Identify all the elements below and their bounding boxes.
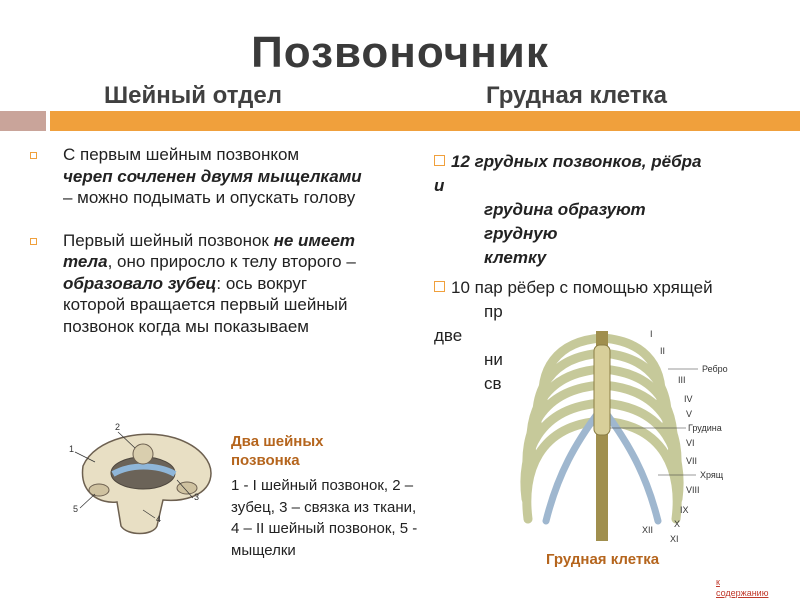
rib-numeral-vii: VII xyxy=(686,456,698,466)
rib-numeral-xi: XI xyxy=(670,534,679,544)
emphasis-text: не имеет тела xyxy=(63,230,356,271)
emphasis-text: образовало зубец xyxy=(63,273,217,293)
left-bullet-item-1 xyxy=(30,144,370,209)
rib-numeral-i: I xyxy=(650,329,653,339)
text-span: С первым шейным позвонком xyxy=(63,145,300,164)
subtitle-ribcage: Грудная клетка xyxy=(486,82,667,109)
rib-numeral-xii: XII xyxy=(642,525,654,535)
checkbox-bullet-icon xyxy=(434,155,445,166)
decor-bar-orange xyxy=(50,111,800,131)
vertebra-caption-body: 1 - I шейный позвонок, 2 – зубец, 3 – связка из ткани, 4 – II шейный позвонок, 5 - мыщелки xyxy=(231,477,418,559)
left-bullet-item-2 xyxy=(30,230,370,338)
ribcage-caption: Грудная клетка xyxy=(546,551,660,568)
sternum xyxy=(594,345,610,435)
decor-bar-grey xyxy=(0,111,46,131)
toc-link-line: к xyxy=(716,577,720,587)
vertebra-label-5: 5 xyxy=(73,504,79,514)
emphasis-text: череп сочленен двумя мыщелками xyxy=(63,166,362,186)
text-line: две xyxy=(434,326,463,345)
text-span: – можно подымать и опускать голову xyxy=(63,188,356,207)
slide-title: Позвоночник xyxy=(251,28,549,77)
text-line: 12 грудных позвонков, рёбра и xyxy=(434,152,702,195)
table-of-contents-link[interactable] xyxy=(716,577,768,599)
label-line xyxy=(80,494,95,508)
square-bullet-icon xyxy=(30,238,37,245)
rib-label: Ребро xyxy=(702,364,728,374)
vertebra-label-1: 1 xyxy=(69,444,75,454)
rib-numeral-iii: III xyxy=(678,375,686,385)
vertebra-label-2: 2 xyxy=(115,422,121,432)
cervical-vertebrae-illustration xyxy=(65,418,225,543)
dens-shape xyxy=(133,444,153,464)
right-bullet-item-1 xyxy=(434,150,714,270)
vertebra-caption-title: Два шейных позвонка xyxy=(231,433,324,469)
text-span: Первый шейный позвонок xyxy=(63,230,274,250)
rib-numeral-vi: VI xyxy=(686,438,695,448)
rib-numeral-x: X xyxy=(674,519,681,529)
rib-numeral-iv: IV xyxy=(684,394,693,404)
text-line: св xyxy=(484,374,502,393)
sternum-label: Грудина xyxy=(688,423,722,433)
text-line: грудина образуют грудную xyxy=(484,200,646,243)
ribcage-illustration xyxy=(498,323,758,548)
square-bullet-icon xyxy=(30,152,37,159)
vertebra-label-4: 4 xyxy=(156,514,162,524)
text-span: : ось вокруг которой вращается первый шейный позвонок когда мы показываем xyxy=(63,273,348,336)
checkbox-bullet-icon xyxy=(434,281,445,292)
text-line: пр xyxy=(484,302,503,321)
rib-numeral-viii: VIII xyxy=(686,485,700,495)
rib-numeral-ix: IX xyxy=(680,505,689,515)
toc-link-line: содержанию xyxy=(716,588,769,598)
cartilage-label: Хрящ xyxy=(700,470,724,480)
condyle-shape xyxy=(89,484,109,496)
left-text-column xyxy=(30,144,370,358)
rib-numeral-ii: II xyxy=(660,346,666,356)
text-span: , оно приросло к телу второго – xyxy=(107,252,356,271)
rib-numeral-v: V xyxy=(686,409,693,419)
text-line: 10 пар рёбер с помощью хрящей xyxy=(451,278,713,297)
text-line: клетку xyxy=(484,248,547,267)
vertebra-label-3: 3 xyxy=(194,492,200,502)
text-line: ни xyxy=(484,350,503,369)
subtitle-cervical: Шейный отдел xyxy=(104,82,282,109)
